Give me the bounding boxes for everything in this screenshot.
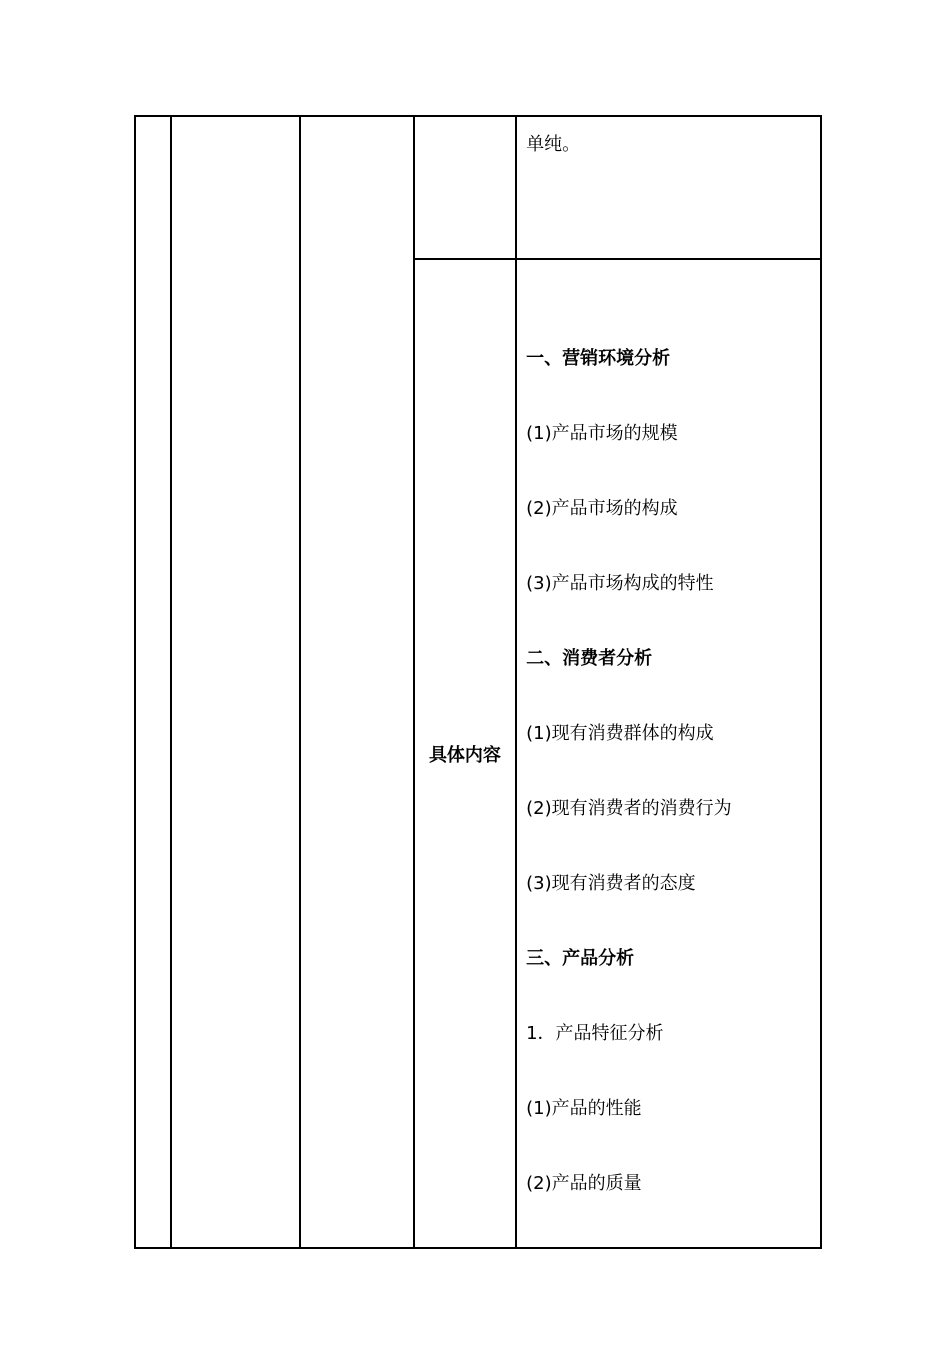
empty-cell-4 bbox=[414, 116, 516, 259]
table-row bbox=[135, 116, 821, 259]
list-item: (3)产品市场构成的特性 bbox=[526, 573, 714, 594]
list-item: (1)产品市场的规模 bbox=[526, 423, 678, 444]
label-cell bbox=[414, 259, 516, 1248]
list-item: 1．产品特征分析 bbox=[526, 1023, 664, 1044]
section-heading: 二、消费者分析 bbox=[526, 648, 653, 669]
content-table bbox=[134, 115, 822, 1249]
list-item: (3)现有消费者的态度 bbox=[526, 873, 696, 894]
section-label: 具体内容 bbox=[428, 744, 501, 766]
empty-cell-1 bbox=[135, 116, 171, 1248]
top-text: 单纯。 bbox=[526, 134, 581, 155]
empty-cell-2 bbox=[171, 116, 300, 1248]
list-item: (1)产品的性能 bbox=[526, 1098, 642, 1119]
top-text-cell bbox=[516, 116, 821, 259]
list-item: (2)现有消费者的消费行为 bbox=[526, 798, 732, 819]
list-item: (2)产品的质量 bbox=[526, 1173, 642, 1194]
content-cell bbox=[516, 259, 821, 1248]
list-item: (1)现有消费群体的构成 bbox=[526, 723, 714, 744]
list-item: (2)产品市场的构成 bbox=[526, 498, 678, 519]
content-list bbox=[517, 260, 820, 1247]
empty-cell-3 bbox=[300, 116, 413, 1248]
section-heading: 三、产品分析 bbox=[526, 948, 635, 969]
section-heading: 一、营销环境分析 bbox=[526, 348, 671, 369]
